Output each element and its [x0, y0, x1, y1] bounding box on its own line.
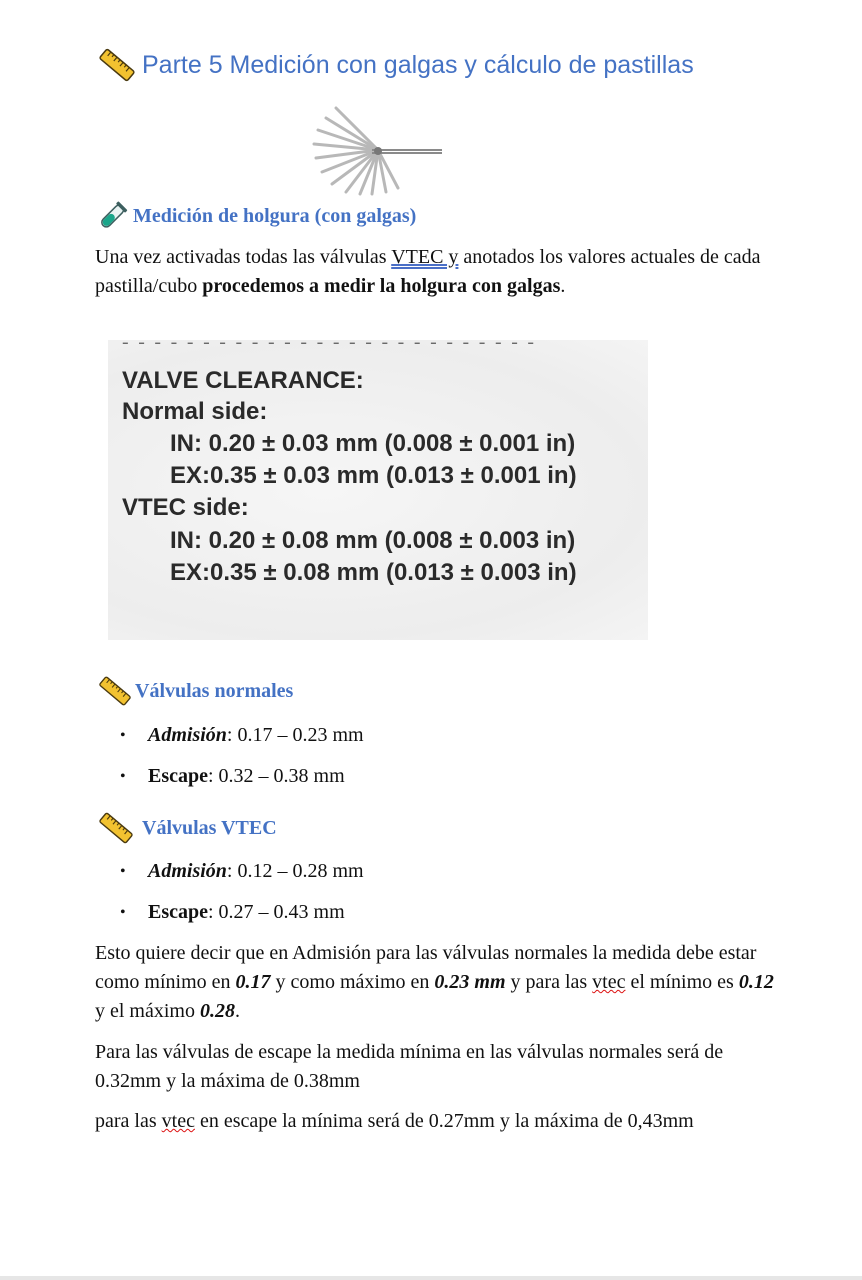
feeler-gauge-image — [308, 104, 448, 196]
spec-normal-label: Normal side: — [122, 398, 268, 425]
list-item — [120, 898, 364, 927]
list-item — [120, 762, 364, 791]
intro-vtec-link[interactable]: VTEC y — [391, 246, 459, 268]
spec-normal-in: IN: 0.20 ± 0.03 mm (0.008 ± 0.001 in) — [170, 430, 576, 457]
spec-title: VALVE CLEARANCE: — [122, 367, 364, 394]
p1-text: el mínimo es — [625, 971, 739, 993]
list-item-label: Escape — [148, 765, 208, 787]
ruler-icon — [98, 810, 134, 846]
paragraph-exhaust-vtec — [95, 1107, 775, 1136]
spec-vtec-in: IN: 0.20 ± 0.08 mm (0.008 ± 0.003 in) — [170, 527, 576, 554]
section-heading-measurement — [96, 201, 416, 231]
heading-normal-valves — [98, 674, 293, 708]
p3-text: en escape la mínima será de 0.27mm y la máxima de 0,43mm — [194, 1110, 694, 1132]
p3-text: para las — [95, 1110, 162, 1132]
spec-top-fragment: - - - - - - - - - - - - - - - - - - - - - - - - - - — [122, 332, 537, 344]
list-item-value: : 0.27 – 0.43 mm — [208, 901, 345, 923]
p1-text: y para las — [505, 971, 593, 993]
list-item-label: Admisión — [148, 860, 227, 882]
paragraph-exhaust-normal: Para las válvulas de escape la medida mínima en las válvulas normales será de 0.32mm y la máxima de 0.38mm — [95, 1041, 724, 1092]
list-item-value: : 0.17 – 0.23 mm — [226, 724, 364, 746]
heading-normal-valves-label: Válvulas normales — [135, 679, 294, 702]
intro-bold-text: procedemos a medir la holgura con galgas — [202, 275, 561, 297]
list-item — [120, 857, 364, 886]
spec-normal-ex: EX:0.35 ± 0.03 mm (0.013 ± 0.001 in) — [170, 462, 577, 489]
spec-vtec-label: VTEC side: — [122, 494, 249, 521]
heading-vtec-valves-label: Válvulas VTEC — [142, 816, 277, 839]
page-title: Parte 5 Medición con galgas y cálculo de pastillas — [142, 50, 694, 79]
valve-clearance-spec-image — [108, 332, 648, 640]
intro-end: . — [560, 275, 566, 297]
p1-text: y como máximo en — [270, 971, 435, 993]
heading-vtec-valves — [98, 810, 277, 846]
p1-value: 0.28 — [199, 1000, 235, 1022]
intro-text-2: anotados los valores actuales de cada pastilla/cubo — [95, 246, 761, 297]
p1-value: 0.12 — [738, 971, 774, 993]
p1-value: 0.17 — [235, 971, 271, 993]
list-item-value: : 0.12 – 0.28 mm — [226, 860, 364, 882]
ruler-icon — [98, 674, 132, 708]
p3-vtec-word: vtec — [161, 1110, 195, 1132]
paragraph-admission-explanation — [95, 939, 775, 1026]
section-heading-label: Medición de holgura (con galgas) — [133, 204, 417, 227]
list-item — [120, 721, 364, 750]
p1-text: y el máximo — [95, 1000, 200, 1022]
ruler-icon — [98, 46, 136, 84]
list-item-label: Escape — [148, 901, 208, 923]
p1-text: Esto quiere decir que en Admisión para las válvulas normales la medida debe estar como mínimo en — [95, 942, 757, 993]
spec-vtec-ex: EX:0.35 ± 0.08 mm (0.013 ± 0.003 in) — [170, 559, 577, 586]
test-tube-icon — [96, 201, 128, 231]
page-bottom-divider — [0, 1276, 862, 1280]
intro-paragraph — [95, 243, 775, 301]
p1-text: . — [234, 1000, 240, 1022]
title-row — [98, 46, 694, 84]
list-item-label: Admisión — [148, 724, 227, 746]
normal-valves-list — [120, 721, 364, 803]
vtec-valves-list — [120, 857, 364, 939]
intro-text-1: Una vez activadas todas las válvulas — [95, 246, 392, 268]
p1-value: 0.23 mm — [434, 971, 506, 993]
p1-vtec-word: vtec — [592, 971, 626, 993]
list-item-value: : 0.32 – 0.38 mm — [208, 765, 345, 787]
